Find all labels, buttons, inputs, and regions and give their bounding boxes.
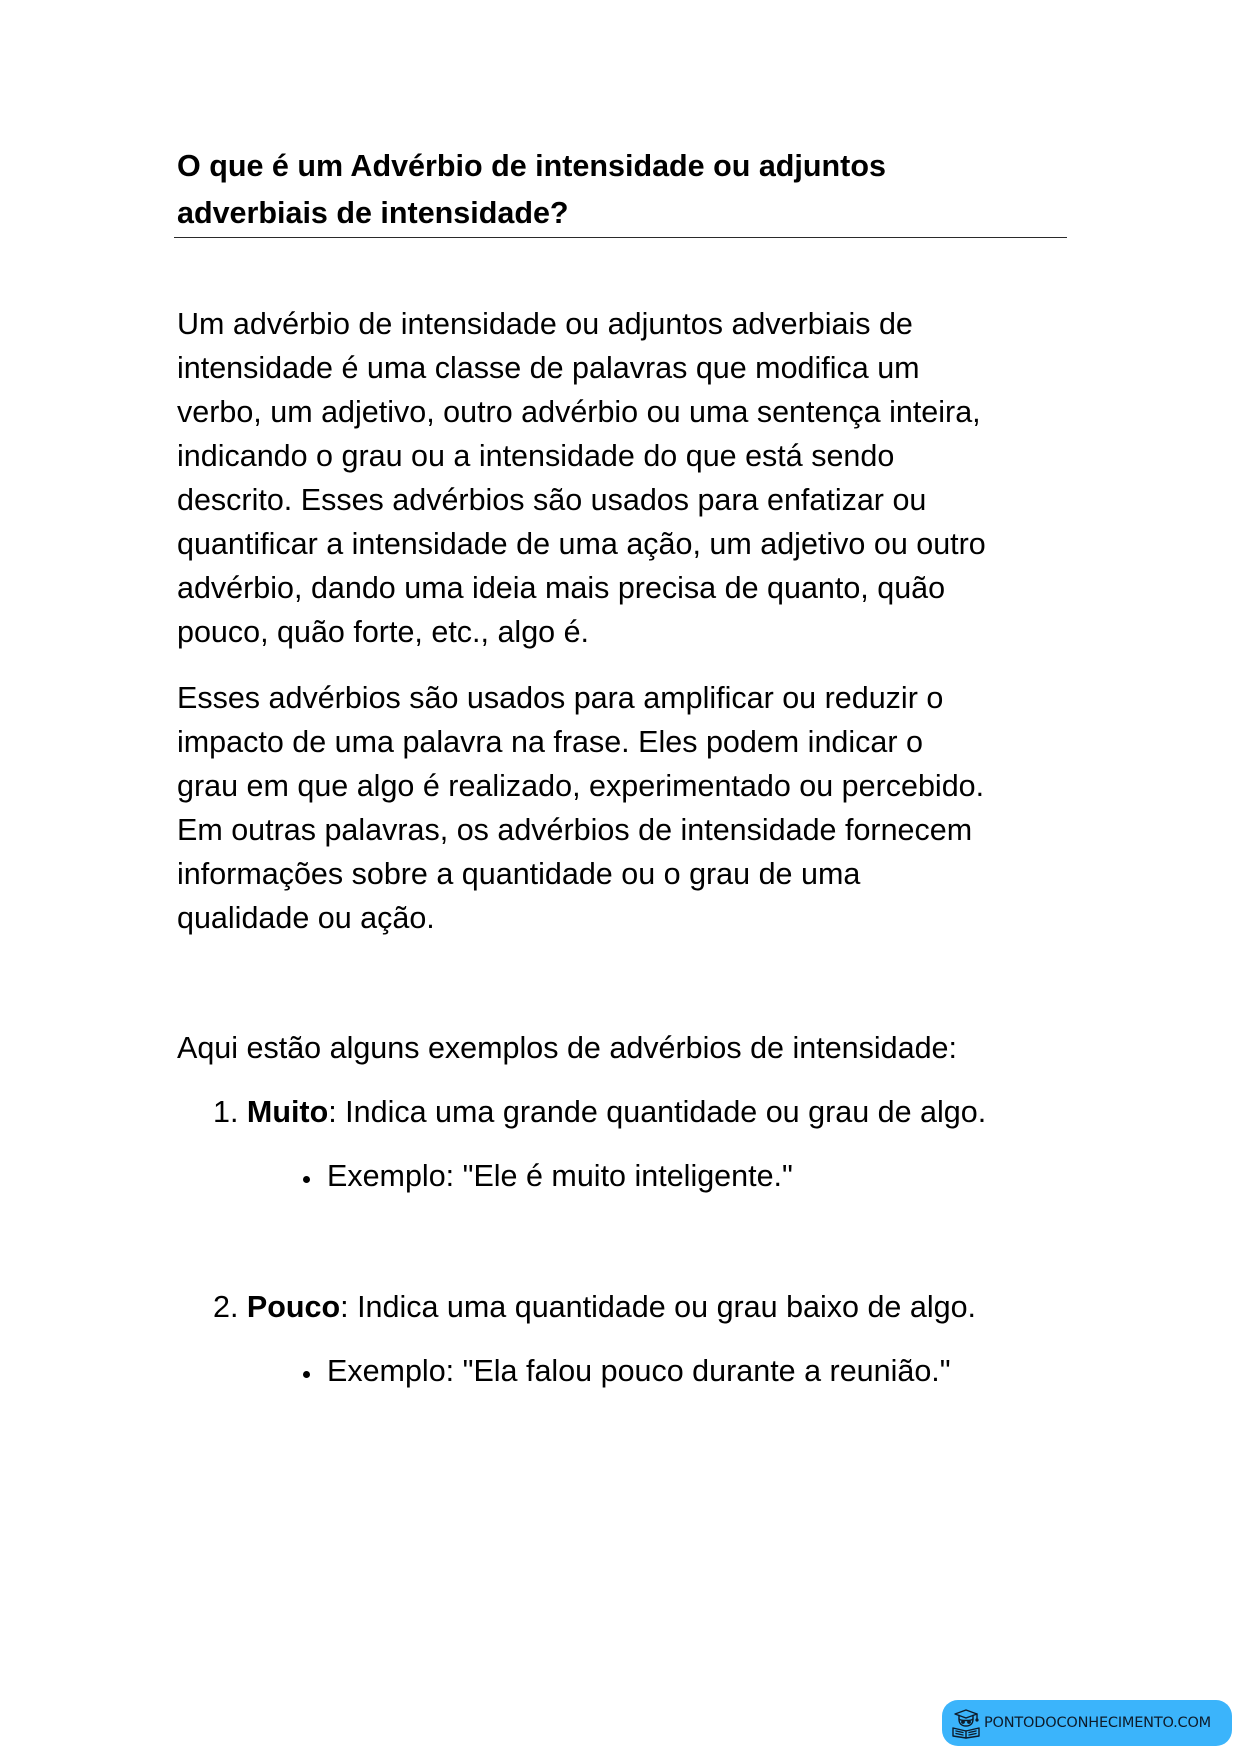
text-line: Esses advérbios são usados para amplificar ou reduzir o xyxy=(177,681,944,715)
example-text: Exemplo: "Ele é muito inteligente." xyxy=(327,1159,793,1193)
text-line: informações sobre a quantidade ou o grau de uma xyxy=(177,857,861,891)
text-line: advérbio, dando uma ideia mais precisa de quanto, quão xyxy=(177,571,946,605)
text-line: impacto de uma palavra na frase. Eles podem indicar o xyxy=(177,725,923,759)
title-divider xyxy=(174,237,1067,238)
example-text: Exemplo: "Ela falou pouco durante a reunião." xyxy=(327,1354,951,1388)
text-line: Um advérbio de intensidade ou adjuntos adverbiais de xyxy=(177,307,913,341)
paragraph-examples-intro xyxy=(177,1026,1077,1070)
example-sentence xyxy=(327,1154,793,1198)
watermark-text: PONTODOCONHECIMENTO.COM xyxy=(984,1715,1211,1731)
list-number: 1. xyxy=(213,1095,239,1129)
adverb-description: : Indica uma grande quantidade ou grau de algo. xyxy=(328,1095,987,1129)
text-line: verbo, um adjetivo, outro advérbio ou uma sentença inteira, xyxy=(177,395,981,429)
bullet-icon xyxy=(303,1176,310,1183)
adverb-description: : Indica uma quantidade ou grau baixo de algo. xyxy=(340,1290,977,1324)
text-line: quantificar a intensidade de uma ação, um adjetivo ou outro xyxy=(177,527,986,561)
page-title xyxy=(177,143,1067,237)
title-line: O que é um Advérbio de intensidade ou adjuntos xyxy=(177,149,886,183)
example-list-item xyxy=(213,1285,976,1329)
text-line: pouco, quão forte, etc., algo é. xyxy=(177,615,590,649)
adverb-term: Pouco xyxy=(246,1290,341,1324)
paragraph-usage xyxy=(177,676,1077,940)
text-line: indicando o grau ou a intensidade do que está sendo xyxy=(177,439,895,473)
text-line: grau em que algo é realizado, experimentado ou percebido. xyxy=(177,769,985,803)
text-line: Em outras palavras, os advérbios de intensidade fornecem xyxy=(177,813,973,847)
title-line: adverbiais de intensidade? xyxy=(177,196,569,230)
text-line: descrito. Esses advérbios são usados para enfatizar ou xyxy=(177,483,927,517)
bullet-icon xyxy=(303,1371,310,1378)
text-line: Aqui estão alguns exemplos de advérbios de intensidade: xyxy=(177,1031,957,1065)
graduate-reading-book-icon xyxy=(950,1707,982,1739)
example-list-item xyxy=(213,1090,986,1134)
paragraph-definition xyxy=(177,302,1077,654)
example-sentence xyxy=(327,1349,951,1393)
adverb-term: Muito xyxy=(246,1095,329,1129)
text-line: qualidade ou ação. xyxy=(177,901,435,935)
watermark-badge[interactable] xyxy=(942,1700,1232,1746)
text-line: intensidade é uma classe de palavras que modifica um xyxy=(177,351,920,385)
list-number: 2. xyxy=(213,1290,239,1324)
